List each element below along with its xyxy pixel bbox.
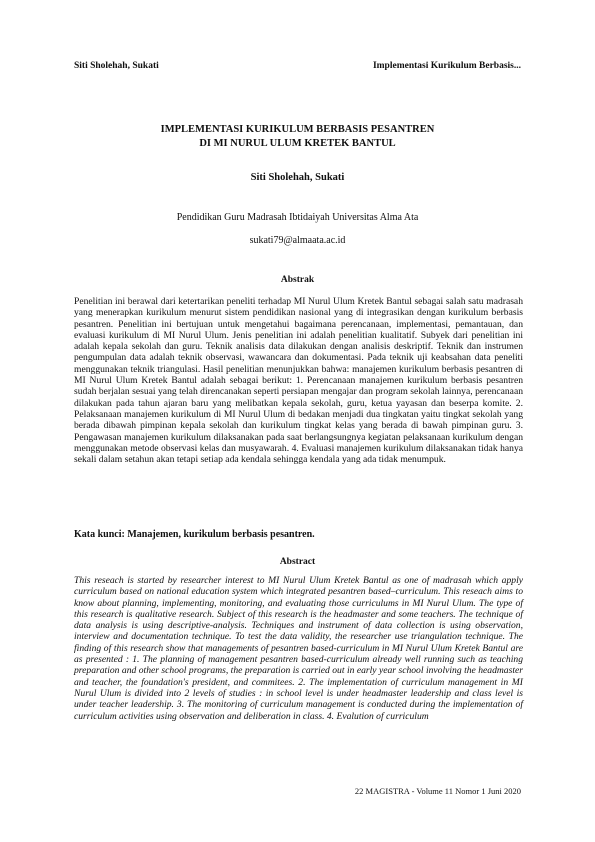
abstract-heading: Abstract	[279, 557, 316, 567]
paper-title	[74, 123, 521, 151]
running-header	[74, 61, 521, 75]
page-footer: 22 MAGISTRA - Volume 11 Nomor 1 Juni 2020	[354, 786, 521, 796]
author-affiliation: Pendidikan Guru Madrasah Ibtidaiyah Universitas Alma Ata	[176, 212, 419, 223]
paper-title-line-2: DI MI NURUL ULUM KRETEK BANTUL	[199, 138, 396, 149]
author-email: sukati79@almaata.ac.id	[249, 235, 346, 246]
paper-title-line-1: IMPLEMENTASI KURIKULUM BERBASIS PESANTREN	[160, 124, 435, 135]
header-title: Implementasi Kurikulum Berbasis...	[372, 61, 521, 71]
abstrak-heading: Abstrak	[280, 275, 315, 285]
keywords: Kata kunci: Manajemen, kurikulum berbasis pesantren.	[74, 529, 315, 540]
paper-authors: Siti Sholehah, Sukati	[250, 172, 345, 183]
abstrak-text: Penelitian ini berawal dari ketertarikan peneliti terhadap MI Nurul Ulum Kretek Bantul sebagai salah satu madrasah yang menerapkan kurikulum menurut sistem pendidikan nasional yang di integrasikan dengan kurikulum berbasis pesantren. Penelitian ini bertujuan untuk mengetahui bagaimana perencanaan, implementasi, pemantauan, dan evaluasi kurikulum di MI Nurul Ulum. Jenis penelitian ini adalah penelitian kualitatif. Subyek dari penelitian ini adalah kepala sekolah dan guru. Teknik analisis data dilakukan dengan analisis deskriptif. Teknik dan instrumen pengumpulan data adalah teknik observasi, wawancara dan dokumentasi. Pada teknik uji keabsahan data peneliti menggunakan teknik triangulasi. Hasil penelitian menunjukkan bahwa: manajemen kurikulum berbasis pesantren di MI Nurul Ulum Kretek Bantul adalah sebagai berikut: 1. Perencanaan manajemen kurikulum berbasis pesantren sudah berjalan sesuai yang telah direncanakan seperti persiapan mengajar dan program sekolah lainnya, perencanaan dilakukan pada tahun ajaran baru yang melibatkan kepala sekolah, guru, ketua yayasan dan beserpa komite. 2. Pelaksanaan manajemen kurikulum di MI Nurul Ulum di bedakan menjadi dua tingkatan yaitu tingkat sekolah yang berada dibawah pimpinan kepala sekolah dan kurikulum tingkat kelas yang berada di bawah pimpinan guru. 3. Pengawasan manajemen kurikulum dilaksanakan pada saat berlangsungnya kegiatan pelaksanaan kurikulum dengan menggunakan metode observasi kelas dan musyawarah. 4. Evaluasi manajemen kurikulum dilaksanakan tidak hanya sekali dalam setahun akan tetapi setiap ada kendala sehingga kendala yang ada tidak menumpuk.	[74, 296, 523, 466]
abstract-text: This reseach is started by researcher interest to MI Nurul Ulum Kretek Bantul as one of madrasah which apply curriculum based on national education system which integrated pesantren based–curriculum. This reseach aims to know about planning, implementing, monitoring, and evaluating those curriculums in MI Nurul Ulum. The type of this research is qualitative research. Subject of this research is the headmaster and some teachers. The technique of data analysis is using descriptive-analysis. Techniques and instrument of data collection is using observation, interview and documentation technique. To test the data validity, the researcher use triangulation technique. The finding of this research show that managements of pesantren based-curriculum in MI Nurul Ulum Kretek Bantul are as presented : 1. The planning of management pesantren based-curriculum already well running such as teaching preparation and other school programs, the preparation is carried out in early year school involving the headmaster and teacher, the foundation's president, and commitees. 2. The implementation of curriculum management in MI Nurul Ulum is divided into 2 levels of studies : in school level is under headmaster leadership and class level is under teacher leadership. 3. The monitoring of curriculum management is conducted during the implementation of curriculum activities using observation and deliberation in class. 4. Evalution of curriculum	[74, 575, 523, 722]
header-authors: Siti Sholehah, Sukati	[74, 61, 159, 71]
